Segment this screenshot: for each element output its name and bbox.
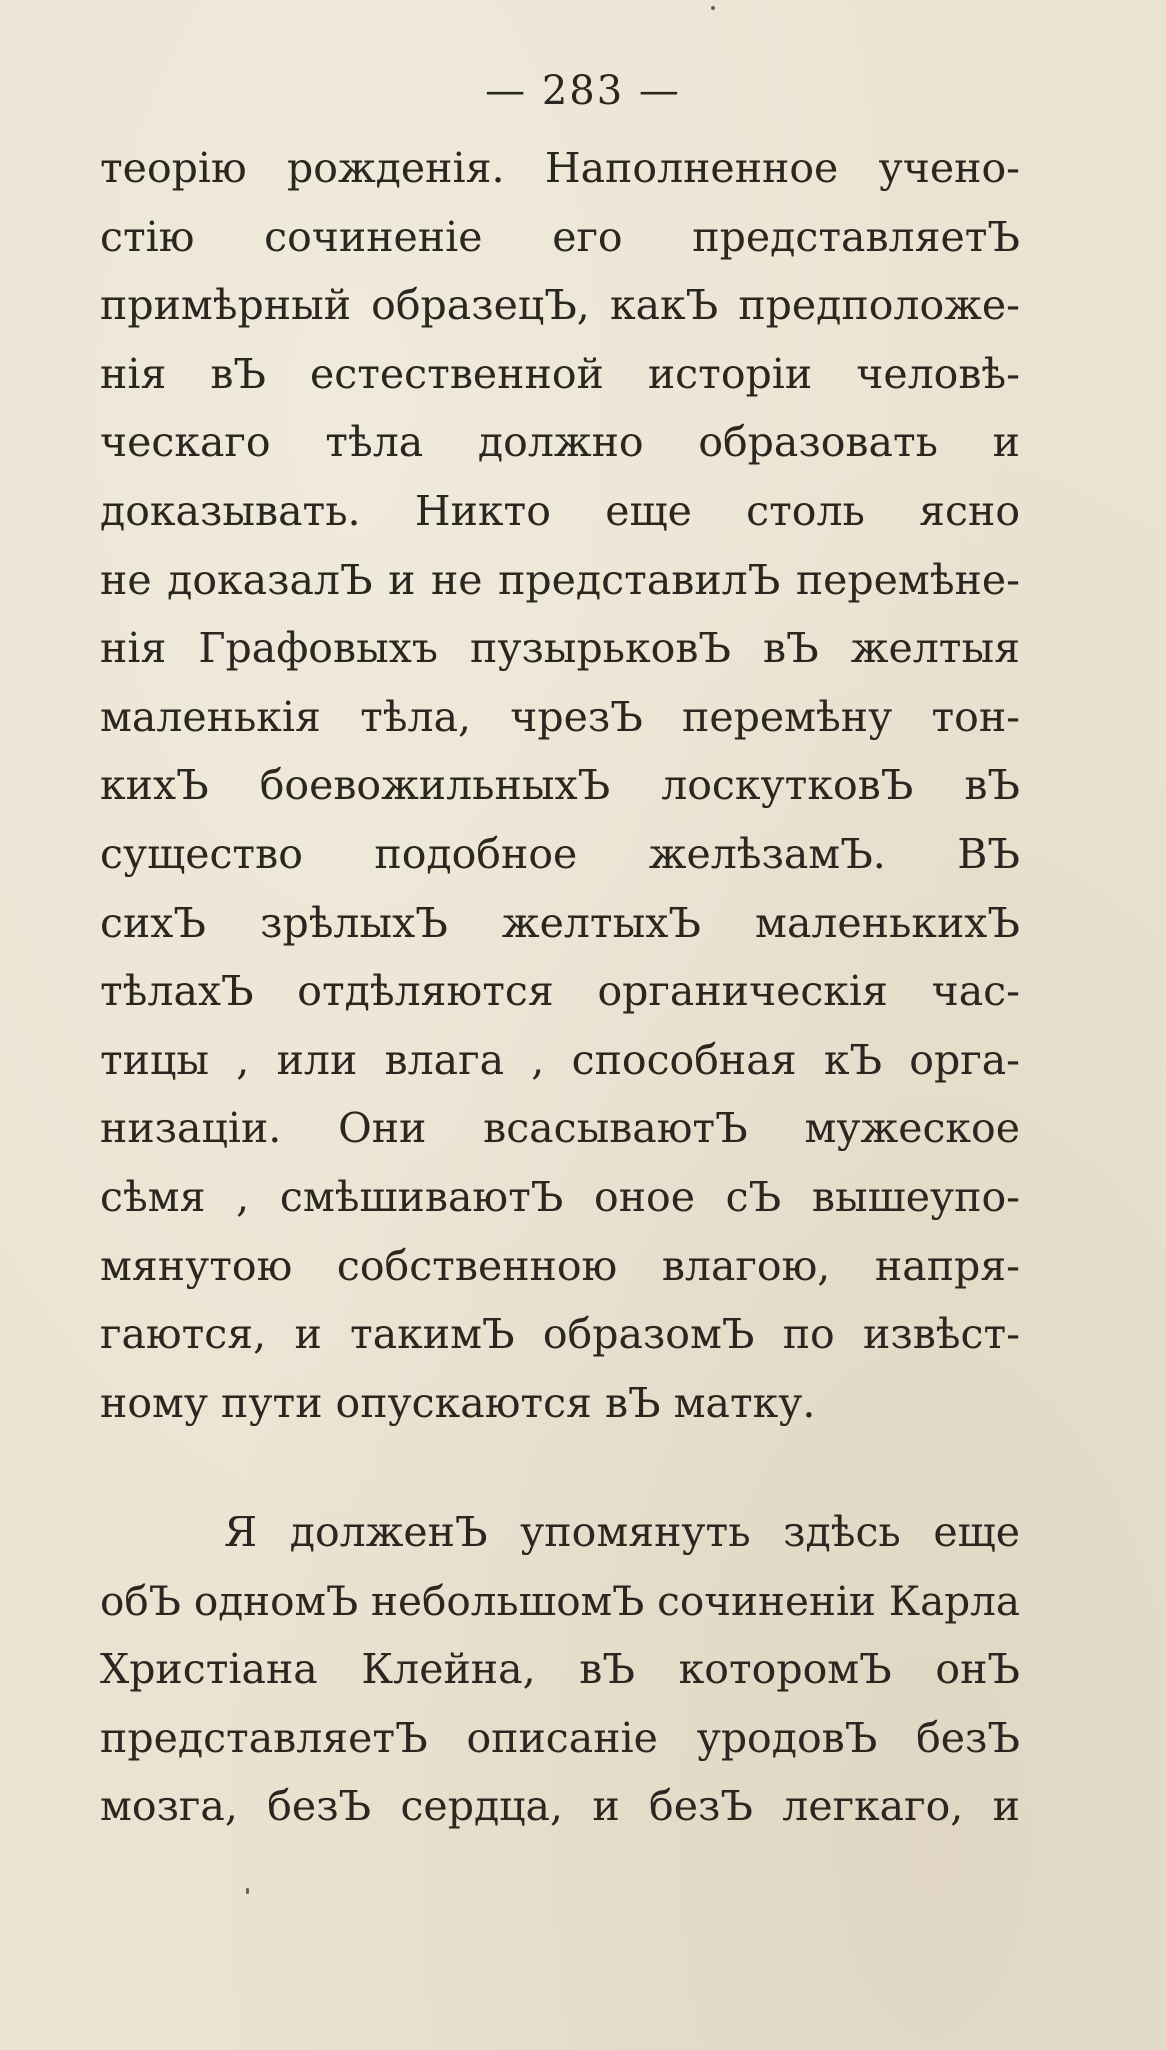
text-line: ческаго тѣла должно образовать и	[100, 418, 1020, 467]
ink-speck	[711, 6, 715, 10]
paragraph-2	[100, 1498, 1020, 1841]
text-line: Христіана Клейна, вЪ которомЪ онЪ	[100, 1645, 1020, 1694]
ink-speck	[246, 1888, 249, 1894]
text-line: сихЪ зрѣлыхЪ желтыхЪ маленькихЪ	[100, 898, 1020, 947]
text-line: существо подобное желѣзамЪ. ВЪ	[100, 829, 1020, 878]
text-line: мянутою собственною влагою, напря-	[100, 1241, 1020, 1290]
text-line: маленькія тѣла, чрезЪ перемѣну тон-	[100, 692, 1020, 741]
page-number: — 283 —	[485, 68, 681, 114]
text-line: низаціи. Они всасываютЪ мужеское	[100, 1104, 1020, 1153]
text-line: ному пути опускаются вЪ матку.	[100, 1378, 816, 1427]
text-line: Я долженЪ упомянуть здѣсь еще	[224, 1508, 1020, 1556]
text-line: обЪ одномЪ небольшомЪ сочиненіи Карла	[100, 1576, 1021, 1625]
paragraph-1	[100, 134, 1020, 1437]
text-line: гаются, и такимЪ образомЪ по извѣст-	[100, 1310, 1020, 1359]
text-line: нія вЪ естественной исторіи человѣ-	[100, 349, 1020, 398]
text-line: не доказалЪ и не представилЪ перемѣне-	[100, 555, 1020, 604]
text-line: тѣлахЪ отдѣляются органическія час-	[100, 967, 1020, 1016]
text-line: стію сочиненіе его представляетЪ	[100, 212, 1020, 261]
text-line: кихЪ боевожильныхЪ лоскутковЪ вЪ	[100, 761, 1020, 810]
text-line: примѣрный образецЪ, какЪ предположе-	[100, 281, 1020, 330]
text-line: сѣмя , смѣшиваютЪ оное сЪ вышеупо-	[100, 1172, 1020, 1221]
text-line: нія Графовыхъ пузырьковЪ вЪ желтыя	[100, 624, 1020, 673]
text-line: тицы , или влага , способная кЪ орга-	[100, 1035, 1020, 1084]
text-line: мозга, безЪ сердца, и безЪ легкаго, и	[100, 1782, 1020, 1831]
text-line: доказывать. Никто еще столь ясно	[100, 486, 1020, 535]
text-line: представляетЪ описаніе уродовЪ безЪ	[100, 1713, 1020, 1762]
text-line: теорію рожденія. Наполненное учено-	[100, 144, 1020, 192]
